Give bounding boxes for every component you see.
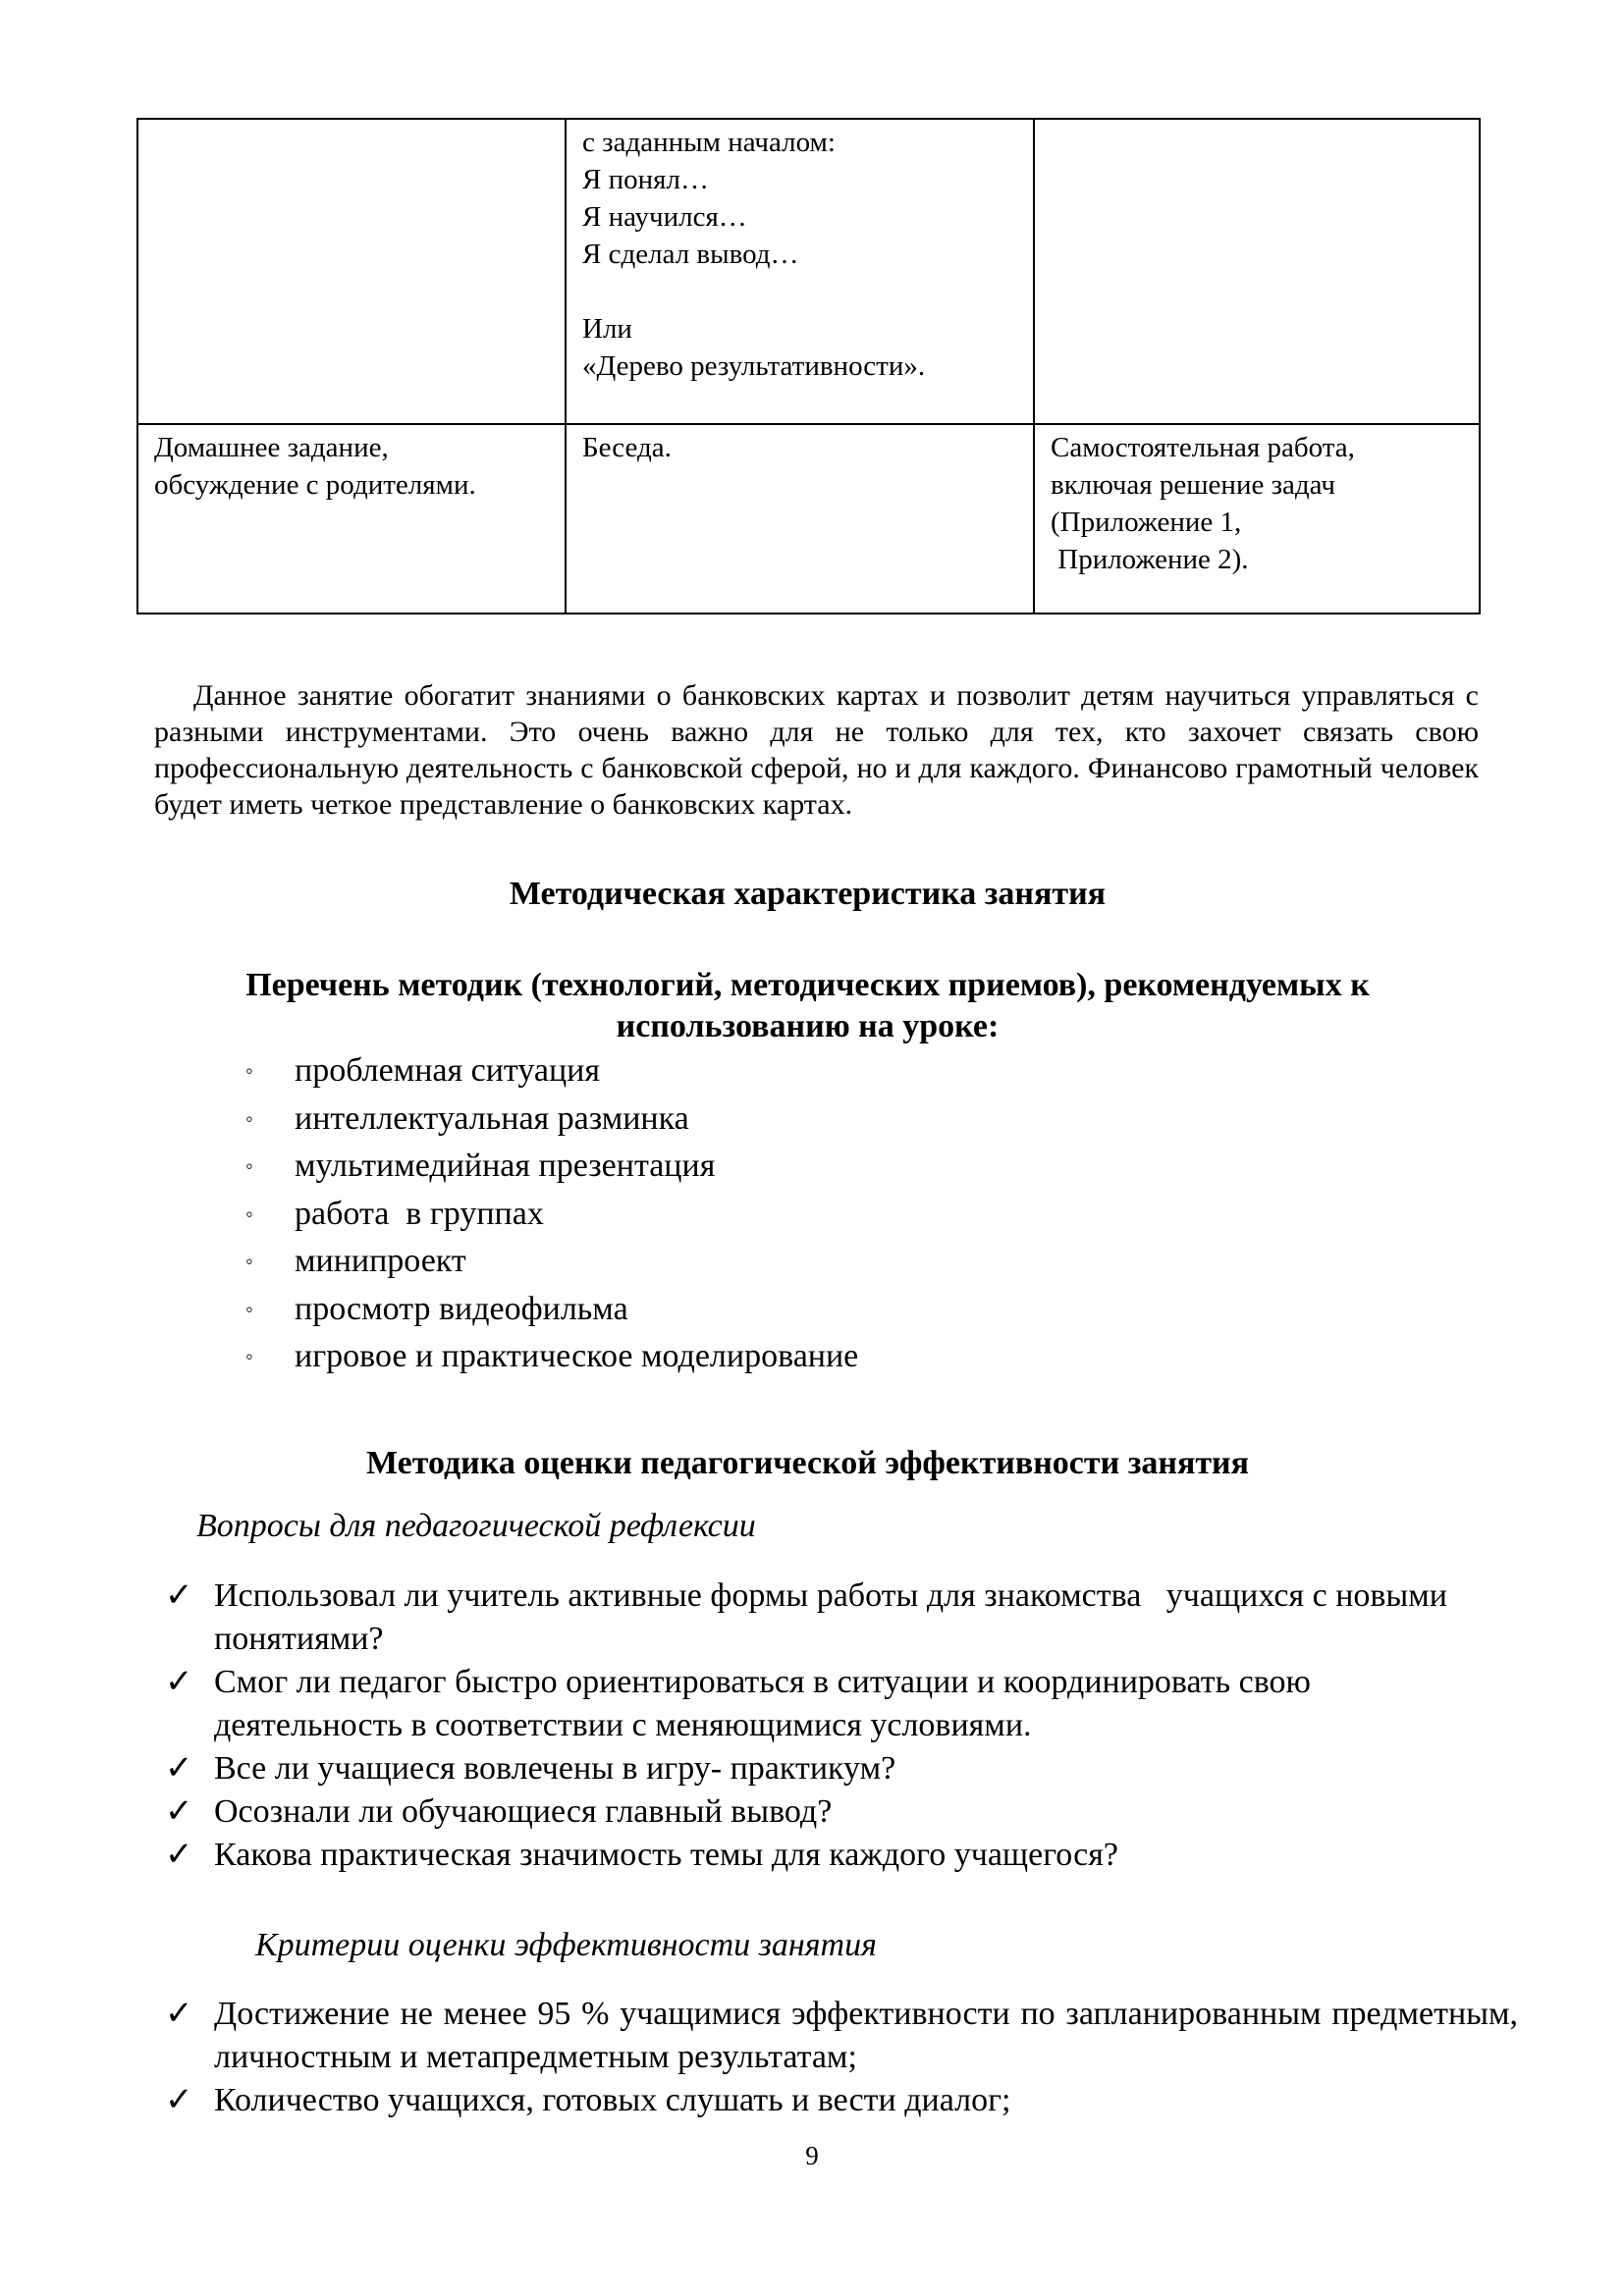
list-item: [165, 1790, 1500, 1834]
eval-section-title: Методика оценки педагогической эффективности занятия: [365, 1445, 1250, 1481]
reflection-questions-list: [165, 1575, 1500, 1877]
table-cell: [566, 119, 1034, 424]
list-item: [165, 1575, 1500, 1661]
cell-text: Я сделал вывод…: [582, 239, 799, 270]
cell-text: включая решение задач: [1051, 469, 1335, 501]
reflection-heading: Вопросы для педагогической рефлексии: [196, 1508, 756, 1544]
list-item: [165, 1993, 1518, 2079]
bullet-circle-icon: ◦: [245, 1105, 253, 1131]
cell-text: Беседа.: [582, 432, 672, 463]
cell-text: Я понял…: [582, 164, 709, 195]
list-item-text: мультимедийная презентация: [295, 1148, 716, 1184]
list-item-text: проблемная ситуация: [295, 1052, 601, 1089]
list-item-text: Достижение не менее 95 % учащимися эффективности по запланированным предметным, личностным и метапредметным результатам;: [214, 1996, 1518, 2075]
method-subtitle-line1: Перечень методик (технологий, методических приемов), рекомендуемых к: [245, 967, 1370, 1003]
bullet-circle-icon: ◦: [245, 1153, 253, 1178]
criteria-list: [165, 1993, 1518, 2122]
list-item: [165, 1747, 1500, 1790]
intro-paragraph: [154, 677, 1479, 823]
cell-text: «Дерево результативности».: [582, 350, 926, 382]
table-cell: [566, 424, 1034, 614]
lesson-table: [136, 118, 1481, 614]
list-item: [245, 1143, 858, 1191]
list-item-text: работа в группах: [295, 1195, 544, 1232]
list-item: [245, 1238, 858, 1286]
cell-text: Или: [582, 313, 632, 345]
cell-text: Приложение 2).: [1051, 544, 1249, 575]
list-item-text: Какова практическая значимость темы для каждого учащегося?: [214, 1837, 1118, 1873]
table-row: [137, 119, 1480, 424]
method-subtitle-line2: использованию на уроке:: [616, 1008, 1000, 1044]
bullet-circle-icon: ◦: [245, 1058, 253, 1083]
methods-list: [245, 1047, 858, 1381]
checkmark-icon: ✓: [165, 1996, 193, 2032]
list-item-text: игровое и практическое моделирование: [295, 1338, 859, 1374]
cell-text: обсуждение с родителями.: [154, 469, 476, 501]
list-item: [245, 1191, 858, 1239]
list-item-text: Смог ли педагог быстро ориентироваться в ситуации и координировать свою деятельность в соответствии с меняющимися условиями.: [214, 1664, 1311, 1743]
table-cell: [137, 119, 566, 424]
page-number: 9: [805, 2141, 819, 2170]
method-section-title: Методическая характеристика занятия: [509, 876, 1107, 912]
checkmark-icon: ✓: [165, 1793, 193, 1830]
list-item: [245, 1047, 858, 1095]
cell-blank-line: [582, 273, 1017, 310]
cell-text: Домашнее задание,: [154, 432, 389, 463]
list-item: [165, 2079, 1518, 2122]
list-item-text: интеллектуальная разминка: [295, 1099, 689, 1137]
cell-text: Я научился…: [582, 201, 747, 233]
table-row: [137, 424, 1480, 614]
cell-text: с заданным началом:: [582, 127, 836, 158]
table-cell: [1034, 424, 1480, 614]
bullet-circle-icon: ◦: [245, 1201, 253, 1226]
checkmark-icon: ✓: [165, 1577, 193, 1614]
table-cell: [137, 424, 566, 614]
list-item: [165, 1834, 1500, 1877]
list-item-text: просмотр видеофильма: [295, 1290, 628, 1327]
criteria-heading: Критерии оценки эффективности занятия: [255, 1927, 877, 1963]
list-item-text: Все ли учащиеся вовлечены в игру- практикум?: [214, 1750, 896, 1787]
bullet-circle-icon: ◦: [245, 1344, 253, 1368]
table-cell: [1034, 119, 1480, 424]
list-item-text: Использовал ли учитель активные формы работы для знакомства учащихся с новыми понятиями?: [214, 1577, 1456, 1657]
checkmark-icon: ✓: [165, 1664, 193, 1700]
checkmark-icon: ✓: [165, 2082, 193, 2118]
list-item: [245, 1333, 858, 1381]
list-item-text: Количество учащихся, готовых слушать и вести диалог;: [214, 2082, 1011, 2118]
list-item: [245, 1286, 858, 1334]
bullet-circle-icon: ◦: [245, 1249, 253, 1273]
checkmark-icon: ✓: [165, 1750, 193, 1787]
checkmark-icon: ✓: [165, 1837, 193, 1873]
paragraph-text: Данное занятие обогатит знаниями о банковских картах и позволит детям научиться управляться с разными инструментами. Это очень важно для не только для тех, кто захочет связать свою профессиональную деятельность с банковской сферой, но и для каждого. Финансово грамотный человек будет иметь четкое представление о банковских картах.: [154, 679, 1479, 821]
bullet-circle-icon: ◦: [245, 1296, 253, 1321]
list-item-text: минипроект: [295, 1243, 466, 1279]
cell-text: Самостоятельная работа,: [1051, 432, 1355, 463]
cell-text: (Приложение 1,: [1051, 507, 1242, 538]
list-item-text: Осознали ли обучающиеся главный вывод?: [214, 1793, 833, 1830]
list-item: [245, 1095, 858, 1144]
list-item: [165, 1661, 1500, 1747]
